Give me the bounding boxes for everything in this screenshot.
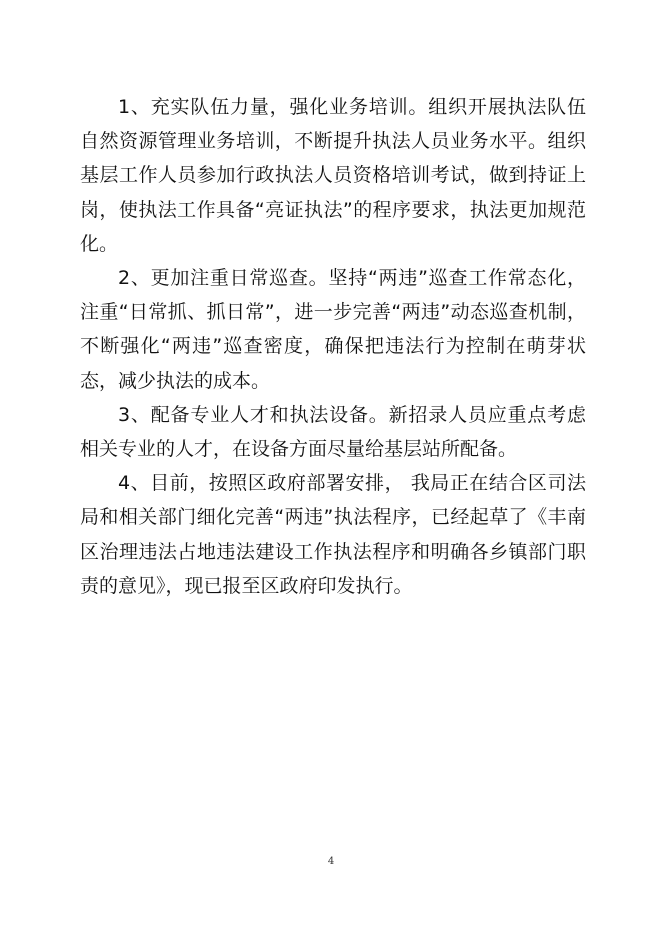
- document-body: [80, 90, 586, 603]
- paragraph-3: 3、配备专业人才和执法设备。新招录人员应重点考虑相关专业的人才，在设备方面尽量给基层站所配备。: [80, 403, 586, 461]
- page-number: 4: [327, 856, 335, 867]
- paragraph-4: 4、目前，按照区政府部署安排， 我局正在结合区司法局和相关部门细化完善“两违”执法程序，已经起草了《丰南区治理违法占地违法建设工作执法程序和明确各乡镇部门职责的意见》，现已报至区政府印发执行。: [80, 472, 586, 597]
- paragraph-1: 1、充实队伍力量，强化业务培训。组织开展执法队伍自然资源管理业务培训，不断提升执法人员业务水平。组织基层工作人员参加行政执法人员资格培训考试，做到持证上岗，使执法工作具备“亮证执法”的程序要求，执法更加规范化。: [80, 96, 586, 255]
- paragraph-2: 2、更加注重日常巡查。坚持“两违”巡查工作常态化，注重“日常抓、抓日常”，进一步完善“两违”动态巡查机制，不断强化“两违”巡查密度，确保把违法行为控制在萌芽状态，减少执法的成本。: [80, 267, 586, 392]
